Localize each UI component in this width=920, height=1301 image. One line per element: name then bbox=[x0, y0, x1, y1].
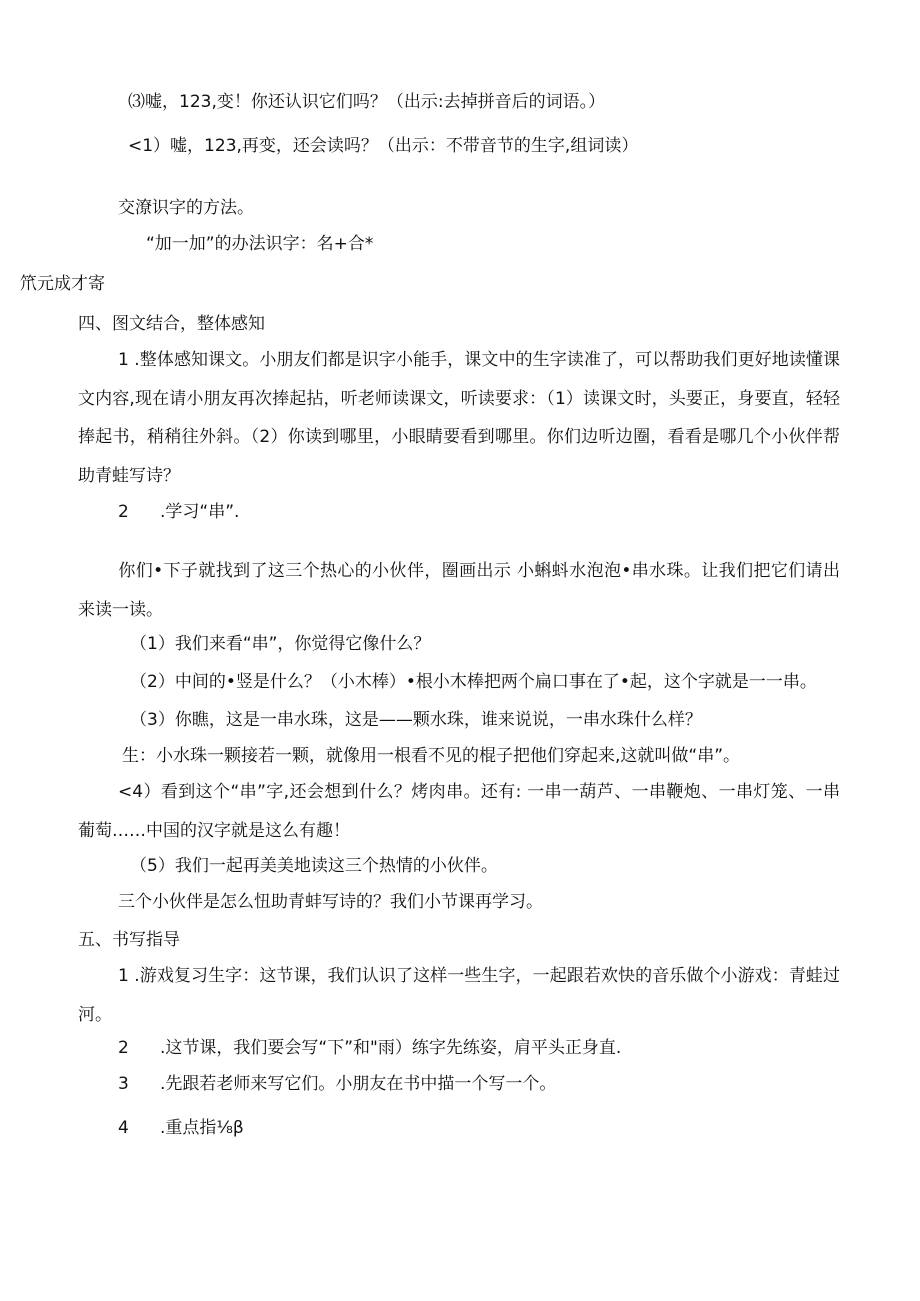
text-line: <1）嘘，123,再变，还会读吗？（出示：不带音节的生字,组词读） bbox=[128, 136, 639, 156]
text-line: 笊元成才寄 bbox=[20, 274, 105, 294]
paragraph bbox=[78, 773, 840, 850]
item-text: .学习“串”. bbox=[160, 502, 240, 522]
paragraph bbox=[78, 957, 840, 1034]
paragraph bbox=[78, 341, 840, 495]
paragraph-text: 1 .整体感知课文。小朋友们都是识字小能手，课文中的生字读准了，可以帮助我们更好地读懂课文内容,现在请小朋友再次捧起拈，听老师读课文，听读要求：（1）读课文时，头要正，身要直，轻轻捧起书，稍稍往外斜。（2）你读到哪里，小眼睛要看到哪里。你们边听边圈，看看是哪几个小伙伴帮助青蛙写诗？ bbox=[78, 350, 840, 486]
text-line bbox=[118, 1072, 556, 1096]
text-line: （2）中间的•竖是什么？（小木棒）•根小木棒把两个扁口事在了•起，这个字就是一一串。 bbox=[130, 672, 817, 692]
text-line bbox=[118, 1116, 244, 1140]
text-line bbox=[118, 500, 239, 524]
text-line: 交潦识字的方法。 bbox=[118, 198, 254, 218]
text-line: （5）我们一起再美美地读这三个热情的小伙伴。 bbox=[130, 856, 498, 876]
paragraph bbox=[78, 552, 840, 629]
item-number: 2 bbox=[118, 1038, 129, 1058]
text-line: 生：小水珠一颗接若一颗，就像用一根看不见的棍子把他们穿起来,这就叫做“串”。 bbox=[122, 746, 741, 766]
item-text: .先跟若老师来写它们。小朋友在书中描一个写一个。 bbox=[160, 1074, 557, 1094]
paragraph-text: <4）看到这个“串”字,还会想到什么？烤肉串。还有: 一串一葫芦、一串鞭炮、一串灯笼、一串葡萄……中国的汉字就是这么有趣！ bbox=[78, 782, 840, 841]
section-heading: 四、图文结合，整体感知 bbox=[78, 314, 265, 334]
paragraph-text: 你们•下子就找到了这三个热心的小伙伴，圈画出示 小蝌蚪水泡泡•串水珠。让我们把它们请出来读一读。 bbox=[78, 561, 840, 620]
text-line: 三个小伙伴是怎么忸助青蚌写诗的？我们小节课再学习。 bbox=[118, 892, 543, 912]
text-line: （1）我们来看“串”，你觉得它像什么？ bbox=[130, 634, 431, 654]
paragraph-text: 1 .游戏复习生字：这节课，我们认识了这样一些生字，一起跟若欢快的音乐做个小游戏：青蛙过河。 bbox=[78, 966, 840, 1025]
item-text: .这节课，我们要会写“下”和"雨）练字先练姿，肩平头正身直. bbox=[160, 1038, 622, 1058]
item-number: 3 bbox=[118, 1074, 129, 1094]
text-line: “加一加”的办法识字：名+合* bbox=[146, 234, 374, 254]
text-line: ⑶嘘，123,变！你还认识它们吗？（出示:去掉拼音后的词语。） bbox=[128, 92, 606, 112]
text-line bbox=[118, 1036, 621, 1060]
section-heading: 五、书写指导 bbox=[78, 930, 180, 950]
item-text: .重点指⅛β bbox=[160, 1118, 244, 1138]
item-number: 4 bbox=[118, 1118, 129, 1138]
text-line: （3）你瞧，这是一串水珠，这是——颗水珠，谁来说说，一串水珠什么样？ bbox=[130, 710, 702, 730]
item-number: 2 bbox=[118, 502, 129, 522]
